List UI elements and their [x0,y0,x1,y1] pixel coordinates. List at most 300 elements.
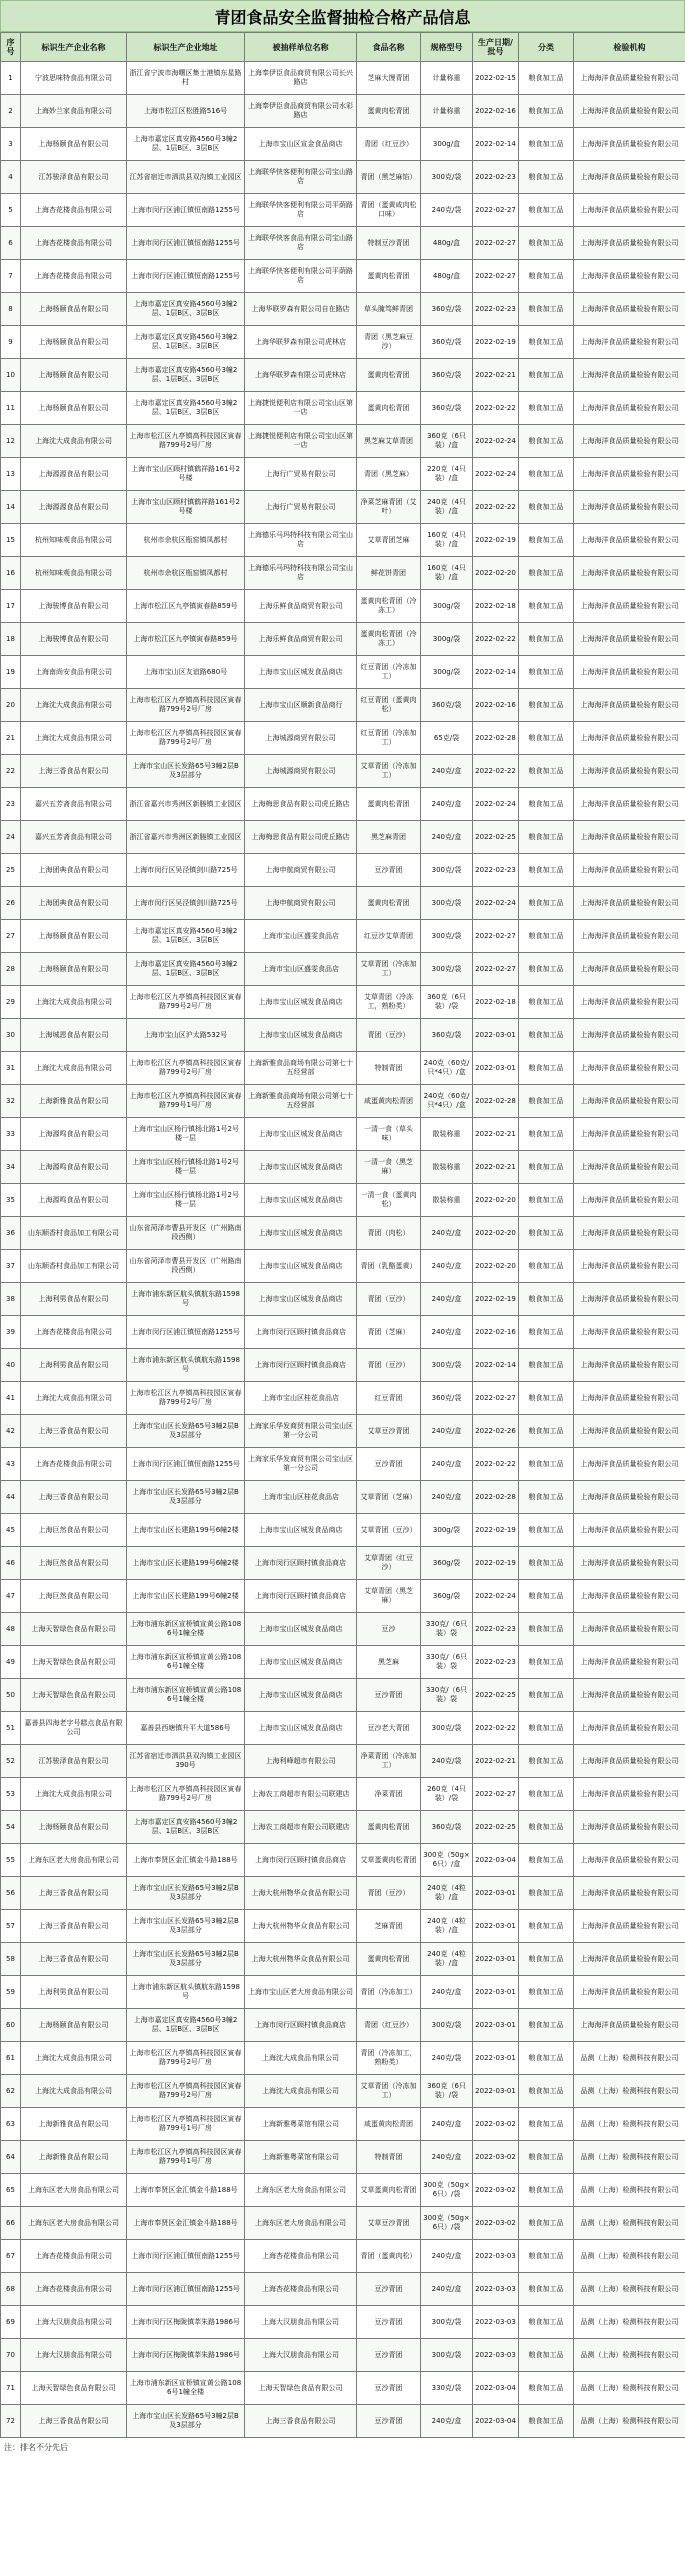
cell-production-date: 2022-03-03 [473,2240,519,2273]
cell-production-date: 2022-02-27 [473,1778,519,1811]
cell-category: 粮食加工品 [519,260,574,293]
cell-food-name: 红豆沙艾草青团 [357,920,421,953]
cell-producer-address: 江苏省宿迁市泗洪县双沟镇工业园区 [127,161,245,194]
cell-sampled-unit: 上海华联罗森有限公司虎林店 [245,359,357,392]
cell-category: 粮食加工品 [519,2240,574,2273]
cell-sampled-unit: 上海市宝山区城发食品商店 [245,1217,357,1250]
cell-food-name: 黑芝麻青团 [357,821,421,854]
cell-inspection-agency: 上海海洋食品质量检验有限公司 [574,1184,685,1217]
cell-food-name: 蛋黄肉松青团 [357,392,421,425]
cell-category: 粮食加工品 [519,1910,574,1943]
table-row [1,1844,685,1877]
cell-food-name: 特制豆沙青团 [357,227,421,260]
cell-food-name: 豆沙 [357,1613,421,1646]
table-row [1,2108,685,2141]
cell-production-date: 2022-02-14 [473,128,519,161]
cell-production-date: 2022-03-03 [473,2339,519,2372]
cell-index: 72 [1,2405,21,2438]
cell-producer-address: 上海市浦东新区航头镇航东路1598号 [127,1283,245,1316]
cell-sampled-unit: 上海乐鲜食品商贸有限公司 [245,590,357,623]
cell-category: 粮食加工品 [519,953,574,986]
cell-sampled-unit: 上海家乐华发商贸有限公司宝山区第一分公司 [245,1448,357,1481]
cell-producer-address: 上海市浦东新区航头镇航东路1598号 [127,1976,245,2009]
cell-food-name: 青团（蛋黄咸肉松口味） [357,194,421,227]
cell-producer-name: 上海新雅食品有限公司 [21,2141,127,2174]
cell-category: 粮食加工品 [519,1217,574,1250]
cell-index: 6 [1,227,21,260]
cell-producer-address: 上海市松江区九亭镇高科技园区寅春路799号2号厂房 [127,1382,245,1415]
cell-inspection-agency: 上海海洋食品质量检验有限公司 [574,1778,685,1811]
cell-spec: 240克/袋 [421,1745,473,1778]
cell-producer-address: 浙江省嘉兴市秀洲区新塍镇工业园区 [127,788,245,821]
cell-sampled-unit: 上海市宝山区城发食品商店 [245,1184,357,1217]
cell-category: 粮食加工品 [519,1646,574,1679]
cell-inspection-agency: 上海海洋食品质量检验有限公司 [574,755,685,788]
cell-category: 粮食加工品 [519,1382,574,1415]
cell-producer-name: 上海东区老大房食品有限公司 [21,2207,127,2240]
cell-food-name: 蛋黄肉松青团 [357,1943,421,1976]
cell-spec: 360克（6只装）/盒 [421,425,473,458]
cell-food-name: 一清一食（蛋黄肉松） [357,1184,421,1217]
cell-producer-address: 上海市奉贤区金汇镇金斗路188号 [127,2174,245,2207]
cell-inspection-agency: 品测（上海）检测科技有限公司 [574,2174,685,2207]
cell-category: 粮食加工品 [519,1943,574,1976]
cell-inspection-agency: 上海海洋食品质量检验有限公司 [574,161,685,194]
cell-production-date: 2022-03-01 [473,1052,519,1085]
cell-sampled-unit: 上海大杭州物华众食品有限公司 [245,1943,357,1976]
cell-inspection-agency: 上海海洋食品质量检验有限公司 [574,1118,685,1151]
cell-spec: 360克/袋 [421,359,473,392]
cell-inspection-agency: 上海海洋食品质量检验有限公司 [574,1745,685,1778]
cell-index: 57 [1,1910,21,1943]
cell-production-date: 2022-03-01 [473,2075,519,2108]
cell-spec: 300克/袋 [421,920,473,953]
cell-producer-name: 上海沈大成食品有限公司 [21,1382,127,1415]
cell-production-date: 2022-02-27 [473,953,519,986]
cell-inspection-agency: 品测（上海）检测科技有限公司 [574,2207,685,2240]
cell-sampled-unit: 上海市宝山区城发食品商店 [245,1679,357,1712]
table-row [1,2009,685,2042]
cell-spec: 300克/袋 [421,2339,473,2372]
cell-food-name: 蛋黄肉松青团 [357,1811,421,1844]
cell-index: 21 [1,722,21,755]
cell-index: 48 [1,1613,21,1646]
cell-producer-name: 上海沈大成食品有限公司 [21,425,127,458]
cell-food-name: 鲜花饼青团 [357,557,421,590]
cell-production-date: 2022-02-23 [473,854,519,887]
cell-category: 粮食加工品 [519,359,574,392]
cell-producer-address: 上海市松江区九亭镇寅春路859号 [127,623,245,656]
cell-sampled-unit: 上海城源商贸有限公司 [245,722,357,755]
cell-category: 粮食加工品 [519,920,574,953]
cell-index: 65 [1,2174,21,2207]
cell-production-date: 2022-02-22 [473,755,519,788]
cell-production-date: 2022-02-28 [473,1085,519,1118]
cell-category: 粮食加工品 [519,161,574,194]
table-row [1,260,685,293]
table-row [1,1415,685,1448]
cell-index: 17 [1,590,21,623]
cell-category: 粮食加工品 [519,557,574,590]
cell-index: 38 [1,1283,21,1316]
cell-food-name: 特制青团 [357,2141,421,2174]
cell-inspection-agency: 上海海洋食品质量检验有限公司 [574,95,685,128]
cell-sampled-unit: 上海乐鲜食品商贸有限公司 [245,623,357,656]
cell-production-date: 2022-02-20 [473,557,519,590]
table-row [1,1613,685,1646]
cell-production-date: 2022-02-19 [473,326,519,359]
cell-production-date: 2022-02-14 [473,1349,519,1382]
cell-producer-name: 上海新雅食品有限公司 [21,1085,127,1118]
cell-index: 70 [1,2339,21,2372]
cell-producer-address: 杭州市余杭区瓶窑镇凤都村 [127,557,245,590]
cell-sampled-unit: 上海奉伊臣食品商贸有限公司长兴路店 [245,62,357,95]
cell-food-name: 艾草青团（冷冻工，熟粉类） [357,986,421,1019]
cell-food-name: 草头腌笃鲜青团 [357,293,421,326]
table-row [1,1745,685,1778]
cell-index: 26 [1,887,21,920]
cell-spec: 260克（4只装）/袋 [421,1778,473,1811]
cell-producer-name: 上海杨颐食品有限公司 [21,359,127,392]
cell-production-date: 2022-02-21 [473,1745,519,1778]
cell-category: 粮食加工品 [519,491,574,524]
cell-sampled-unit: 上海奉伊臣食品商贸有限公司水彩路店 [245,95,357,128]
cell-producer-address: 上海市闵行区浦江镇恒南路1255号 [127,1448,245,1481]
cell-food-name: 艾草蛋黄肉松青团 [357,2174,421,2207]
cell-index: 25 [1,854,21,887]
cell-producer-address: 上海市奉贤区金汇镇金斗路188号 [127,2207,245,2240]
cell-producer-name: 上海沈大成食品有限公司 [21,1778,127,1811]
cell-sampled-unit: 上海农工商超市有限公司联建店 [245,1778,357,1811]
cell-category: 粮食加工品 [519,2042,574,2075]
cell-producer-address: 上海市闵行区吴泾镇剑川路725号 [127,887,245,920]
table-row [1,1811,685,1844]
cell-producer-address: 上海市奉贤区金汇镇金斗路188号 [127,1844,245,1877]
cell-producer-address: 上海市嘉定区真安路4560号3幢2层、1层B区、3层B区 [127,953,245,986]
cell-producer-address: 上海市浦东新区宣桥镇宣黄公路1086号1幢全楼 [127,1646,245,1679]
cell-producer-name: 山东顺香村食品加工有限公司 [21,1250,127,1283]
cell-food-name: 艾草豆沙青团 [357,2207,421,2240]
cell-inspection-agency: 上海海洋食品质量检验有限公司 [574,1316,685,1349]
cell-producer-address: 山东省菏泽市曹县开发区（广州路南段西侧） [127,1250,245,1283]
cell-inspection-agency: 上海海洋食品质量检验有限公司 [574,887,685,920]
cell-index: 55 [1,1844,21,1877]
cell-index: 40 [1,1349,21,1382]
cell-producer-name: 上海杨颐食品有限公司 [21,392,127,425]
cell-index: 33 [1,1118,21,1151]
cell-producer-name: 上海沈大成食品有限公司 [21,1052,127,1085]
cell-inspection-agency: 上海海洋食品质量检验有限公司 [574,986,685,1019]
cell-category: 粮食加工品 [519,1580,574,1613]
table-row [1,1580,685,1613]
table-row [1,1118,685,1151]
cell-inspection-agency: 上海海洋食品质量检验有限公司 [574,920,685,953]
page-title: 青团食品安全监督抽检合格产品信息 [0,0,685,32]
cell-index: 32 [1,1085,21,1118]
table-row [1,623,685,656]
cell-production-date: 2022-02-27 [473,1382,519,1415]
table-row [1,227,685,260]
cell-category: 粮食加工品 [519,1448,574,1481]
cell-food-name: 艾草青团（冷冻加工） [357,755,421,788]
cell-production-date: 2022-03-01 [473,1877,519,1910]
cell-spec: 300克/袋 [421,887,473,920]
cell-spec: 散装称重 [421,1184,473,1217]
table-row [1,1052,685,1085]
cell-food-name: 艾草蛋黄肉松青团 [357,1844,421,1877]
cell-category: 粮食加工品 [519,2273,574,2306]
cell-spec: 240克/盒 [421,1316,473,1349]
cell-index: 27 [1,920,21,953]
cell-producer-address: 上海市宝山区友谊路680号 [127,656,245,689]
cell-sampled-unit: 上海天智绿色食品有限公司 [245,2372,357,2405]
cell-index: 46 [1,1547,21,1580]
cell-producer-address: 上海市松江区九亭镇高科技园区寅春路799号2号厂房 [127,2075,245,2108]
cell-producer-address: 上海市宝山区长发路65号3幢2层B及3层部分 [127,755,245,788]
cell-food-name: 蛋黄肉松青团（冷冻工） [357,623,421,656]
cell-production-date: 2022-02-27 [473,227,519,260]
cell-index: 31 [1,1052,21,1085]
cell-sampled-unit: 上海市宝山区盛雯食品店 [245,953,357,986]
cell-index: 56 [1,1877,21,1910]
cell-index: 71 [1,2372,21,2405]
cell-producer-address: 嘉善县西塘镇升平大道586号 [127,1712,245,1745]
cell-index: 54 [1,1811,21,1844]
cell-index: 28 [1,953,21,986]
cell-spec: 300克/袋 [421,2009,473,2042]
cell-inspection-agency: 上海海洋食品质量检验有限公司 [574,425,685,458]
cell-producer-name: 上海三香食品有限公司 [21,755,127,788]
cell-sampled-unit: 上海市宝山区桂花食品店 [245,1481,357,1514]
cell-sampled-unit: 上海梅思食品有限公司虎丘路店 [245,788,357,821]
cell-index: 18 [1,623,21,656]
cell-inspection-agency: 上海海洋食品质量检验有限公司 [574,1448,685,1481]
table-row [1,1976,685,2009]
cell-category: 粮食加工品 [519,1151,574,1184]
cell-production-date: 2022-02-24 [473,788,519,821]
cell-inspection-agency: 上海海洋食品质量检验有限公司 [574,1151,685,1184]
cell-index: 16 [1,557,21,590]
cell-producer-name: 嘉善县四海老字号糕点食品有限公司 [21,1712,127,1745]
cell-production-date: 2022-02-20 [473,1184,519,1217]
cell-producer-name: 上海团典食品有限公司 [21,854,127,887]
cell-inspection-agency: 上海海洋食品质量检验有限公司 [574,722,685,755]
table-row [1,1712,685,1745]
cell-producer-address: 上海市闵行区梅陇镇莘朱路1986号 [127,2306,245,2339]
table-row [1,194,685,227]
table-row [1,920,685,953]
cell-inspection-agency: 上海海洋食品质量检验有限公司 [574,2009,685,2042]
cell-sampled-unit: 上海市宝山区城发食品商店 [245,1250,357,1283]
cell-index: 7 [1,260,21,293]
header-inspection-agency: 检验机构 [574,33,685,62]
cell-category: 粮食加工品 [519,1085,574,1118]
cell-producer-address: 上海市闵行区梅陇镇莘朱路1986号 [127,2339,245,2372]
cell-index: 47 [1,1580,21,1613]
cell-index: 13 [1,458,21,491]
cell-spec: 360克（6只装）/袋 [421,2075,473,2108]
cell-inspection-agency: 上海海洋食品质量检验有限公司 [574,326,685,359]
table-row [1,2240,685,2273]
cell-spec: 360克（6只装）/袋 [421,986,473,1019]
cell-producer-address: 上海市浦东新区宣桥镇宣黄公路1086号1幢全楼 [127,1679,245,1712]
cell-sampled-unit: 上海大杭州物华众食品有限公司 [245,1877,357,1910]
cell-production-date: 2022-02-28 [473,1481,519,1514]
cell-producer-name: 上海沈大成食品有限公司 [21,2042,127,2075]
cell-spec: 240克/盒 [421,2273,473,2306]
cell-index: 52 [1,1745,21,1778]
results-table [0,32,685,2438]
cell-food-name: 豆沙老大青团 [357,1712,421,1745]
cell-spec: 330克/（6只装）袋 [421,1679,473,1712]
table-row [1,2174,685,2207]
cell-food-name: 净菜青团 [357,1778,421,1811]
cell-production-date: 2022-03-04 [473,2372,519,2405]
cell-category: 粮食加工品 [519,326,574,359]
cell-sampled-unit: 上海市宝山区顺新食品商行 [245,689,357,722]
cell-food-name: 豆沙青团 [357,2273,421,2306]
cell-index: 15 [1,524,21,557]
table-row [1,1283,685,1316]
cell-inspection-agency: 上海海洋食品质量检验有限公司 [574,689,685,722]
cell-inspection-agency: 品测（上海）检测科技有限公司 [574,2240,685,2273]
cell-food-name: 青团（肉松） [357,1217,421,1250]
cell-producer-name: 上海杏花楼食品有限公司 [21,1316,127,1349]
cell-food-name: 艾草青团（红豆沙） [357,1547,421,1580]
cell-inspection-agency: 品测（上海）检测科技有限公司 [574,2372,685,2405]
cell-category: 粮食加工品 [519,1778,574,1811]
cell-category: 粮食加工品 [519,1712,574,1745]
cell-food-name: 青团（冷冻加工，熟粉类） [357,2042,421,2075]
table-row [1,788,685,821]
cell-production-date: 2022-02-23 [473,1646,519,1679]
table-row [1,1910,685,1943]
cell-inspection-agency: 上海海洋食品质量检验有限公司 [574,458,685,491]
cell-inspection-agency: 上海海洋食品质量检验有限公司 [574,227,685,260]
cell-category: 粮食加工品 [519,623,574,656]
cell-category: 粮食加工品 [519,458,574,491]
cell-sampled-unit: 上海市宝山区城发食品商店 [245,1514,357,1547]
cell-food-name: 一清一食（黑芝麻） [357,1151,421,1184]
cell-inspection-agency: 上海海洋食品质量检验有限公司 [574,1481,685,1514]
cell-spec: 360克/袋 [421,392,473,425]
cell-producer-name: 上海东区老大房食品有限公司 [21,1844,127,1877]
cell-category: 粮食加工品 [519,194,574,227]
cell-category: 粮食加工品 [519,1349,574,1382]
cell-sampled-unit: 上海大汉朋食品有限公司 [245,2339,357,2372]
cell-producer-address: 上海市松江区九亭镇高科技园区寅春路799号2号厂房 [127,689,245,722]
table-row [1,1250,685,1283]
cell-producer-name: 上海三香食品有限公司 [21,1877,127,1910]
cell-sampled-unit: 上海市宝山区城发食品商店 [245,1151,357,1184]
cell-spec: 散装称重 [421,1118,473,1151]
cell-producer-address: 上海市宝山区长发路65号3幢2层B及3层部分 [127,1481,245,1514]
cell-index: 43 [1,1448,21,1481]
cell-spec: 240克/盒 [421,1976,473,2009]
cell-spec: 240克/盒 [421,1250,473,1283]
cell-producer-name: 上海城恩食品有限公司 [21,1019,127,1052]
cell-producer-address: 上海市松江区九亭镇高科技园区寅春路799号2号厂房 [127,986,245,1019]
table-row [1,1184,685,1217]
cell-sampled-unit: 上海申航商贸有限公司 [245,887,357,920]
cell-sampled-unit: 上海大汉朋食品有限公司 [245,2306,357,2339]
cell-production-date: 2022-02-25 [473,1811,519,1844]
cell-producer-address: 上海市松江区九亭镇高科技园区寅春路799号1号厂房 [127,2108,245,2141]
cell-sampled-unit: 上海华联罗森有限公司自在路店 [245,293,357,326]
table-row [1,95,685,128]
cell-producer-address: 上海市松江区九亭镇高科技园区寅春路799号2号厂房 [127,425,245,458]
cell-producer-name: 上海杨颐食品有限公司 [21,128,127,161]
cell-category: 粮食加工品 [519,2141,574,2174]
table-row [1,821,685,854]
cell-producer-address: 山东省菏泽市曹县开发区（广州路南段西侧） [127,1217,245,1250]
cell-spec: 300克（50g×6只）/袋 [421,2174,473,2207]
cell-sampled-unit: 上海联华快客便利有限公司宝山路店 [245,161,357,194]
cell-producer-name: 上海源鸣食品有限公司 [21,1118,127,1151]
cell-food-name: 豆沙青团 [357,2306,421,2339]
cell-food-name: 青团（芝麻） [357,1316,421,1349]
cell-producer-name: 上海新雅食品有限公司 [21,2108,127,2141]
header-index: 序号 [1,33,21,62]
cell-inspection-agency: 上海海洋食品质量检验有限公司 [574,1547,685,1580]
cell-producer-address: 上海市宝山区长发路65号3幢2层B及3层部分 [127,1415,245,1448]
cell-producer-address: 上海市宝山区长建路199号6幢2楼 [127,1580,245,1613]
cell-producer-name: 上海杨颐食品有限公司 [21,326,127,359]
cell-index: 45 [1,1514,21,1547]
header-producer-name: 标识生产企业名称 [21,33,127,62]
cell-producer-address: 上海市宝山区杨行镇杨北路1号2号楼一层 [127,1151,245,1184]
cell-category: 粮食加工品 [519,2009,574,2042]
table-row [1,1019,685,1052]
cell-spec: 300克（50g×6只）/盒 [421,1844,473,1877]
cell-sampled-unit: 上海德乐马玛特科技有限公司宝山店 [245,524,357,557]
cell-index: 9 [1,326,21,359]
cell-index: 12 [1,425,21,458]
cell-production-date: 2022-02-26 [473,1415,519,1448]
cell-sampled-unit: 上海申航商贸有限公司 [245,854,357,887]
table-row [1,1679,685,1712]
cell-inspection-agency: 上海海洋食品质量检验有限公司 [574,1679,685,1712]
cell-food-name: 艾草豆沙青团 [357,1415,421,1448]
cell-index: 20 [1,689,21,722]
cell-index: 51 [1,1712,21,1745]
cell-inspection-agency: 上海海洋食品质量检验有限公司 [574,1250,685,1283]
table-header-row [1,33,685,62]
table-row [1,293,685,326]
cell-spec: 240克/盒 [421,1481,473,1514]
cell-sampled-unit: 上海三香食品有限公司 [245,2405,357,2438]
cell-index: 37 [1,1250,21,1283]
cell-category: 粮食加工品 [519,1184,574,1217]
cell-producer-address: 上海市宝山区顾村镇鹤祥路161号2号楼 [127,458,245,491]
cell-category: 粮食加工品 [519,1514,574,1547]
cell-producer-name: 山东顺香村食品加工有限公司 [21,1217,127,1250]
cell-index: 1 [1,62,21,95]
cell-food-name: 净菜芝麻青团（艾叶） [357,491,421,524]
cell-sampled-unit: 上海市宝山区城发食品商店 [245,1613,357,1646]
cell-category: 粮食加工品 [519,2108,574,2141]
cell-production-date: 2022-03-01 [473,1910,519,1943]
cell-spec: 300g/袋 [421,1514,473,1547]
cell-sampled-unit: 上海市宝山区城发食品商店 [245,1118,357,1151]
cell-inspection-agency: 品测（上海）检测科技有限公司 [574,2339,685,2372]
cell-inspection-agency: 上海海洋食品质量检验有限公司 [574,392,685,425]
cell-production-date: 2022-02-21 [473,1151,519,1184]
cell-sampled-unit: 上海市宝山区城发食品商店 [245,1019,357,1052]
cell-category: 粮食加工品 [519,590,574,623]
table-row [1,755,685,788]
cell-spec: 360g/袋 [421,1580,473,1613]
